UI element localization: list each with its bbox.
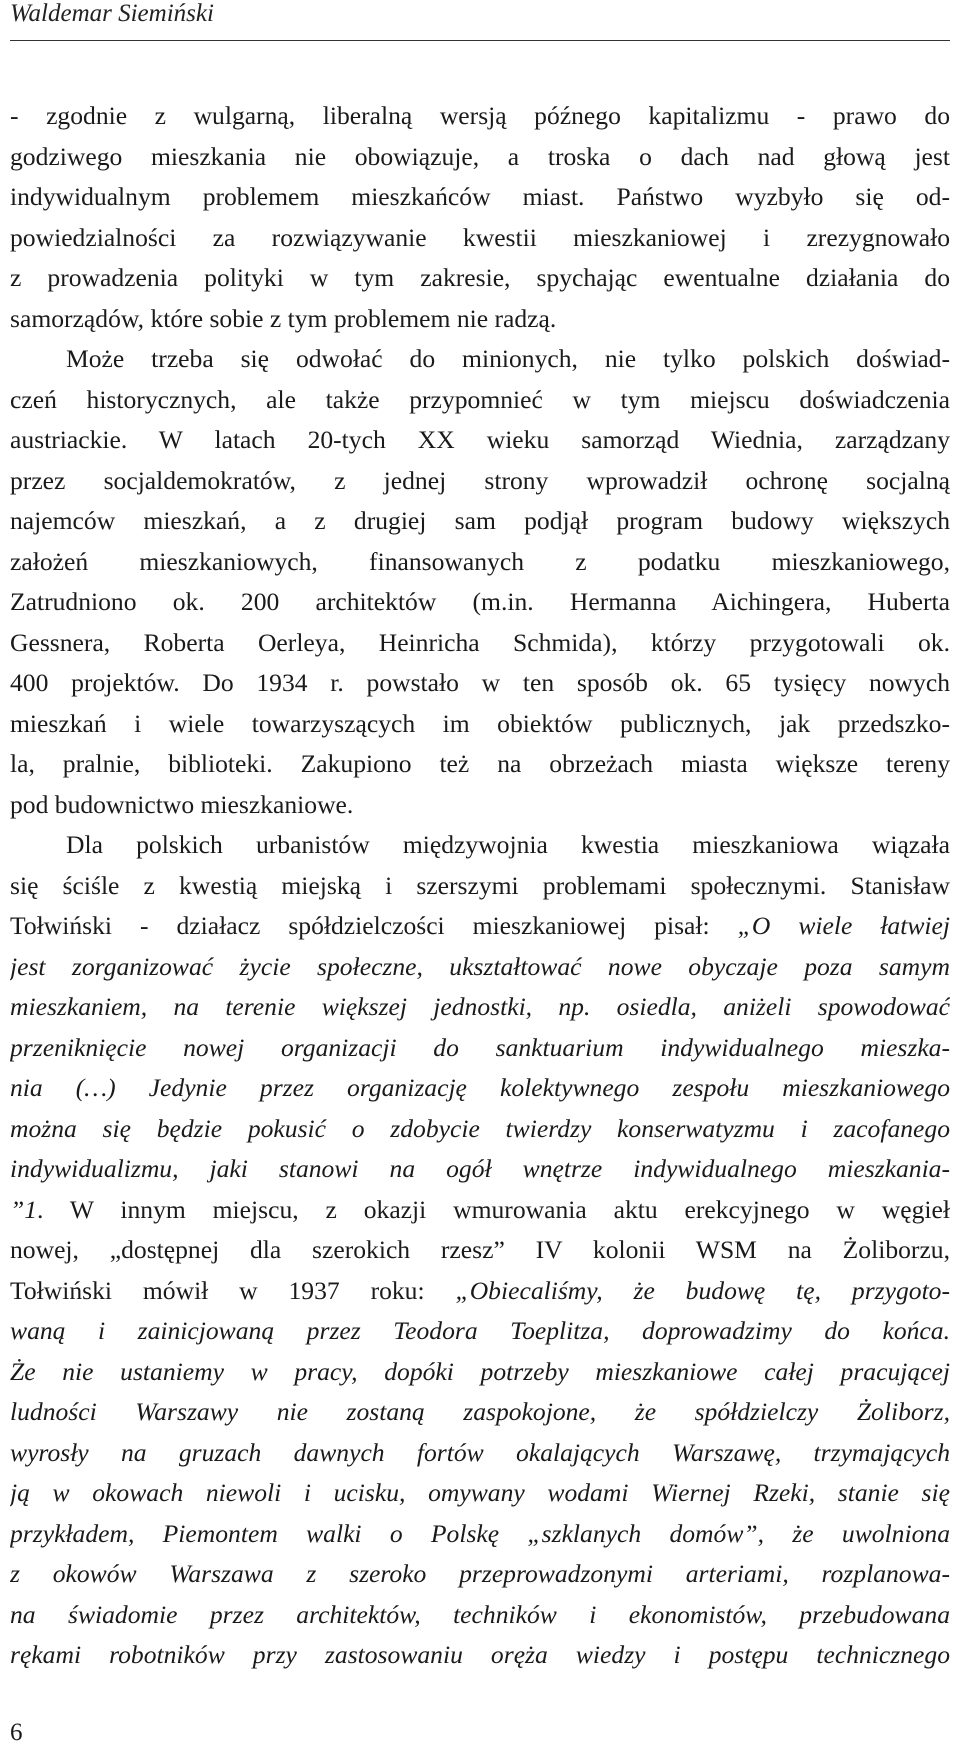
- quote-italic-text: na świadomie przez architektów, techników i ekonomistów, przebudowana: [10, 1599, 950, 1629]
- text-line: [10, 339, 950, 380]
- text-line: [10, 1190, 950, 1231]
- text-line: [10, 420, 950, 461]
- quote-italic-text: można się będzie pokusić o zdobycie twierdzy konserwatyzmu i zacofanego: [10, 1113, 950, 1143]
- quote-italic-text: ludności Warszawy nie zostaną zaspokojone, że spółdzielczy Żoliborz,: [10, 1397, 950, 1426]
- line-text: Tołwiński - działacz spółdzielczości mieszkaniowej pisał:: [10, 911, 738, 940]
- text-line: [10, 299, 950, 340]
- text-line: [10, 542, 950, 583]
- text-line: [10, 1230, 950, 1271]
- quote-italic-text: przykładem, Piemontem walki o Polskę „szklanych domów”, że uwolniona: [10, 1518, 950, 1548]
- line-text: 400 projektów. Do 1934 r. powstało w ten sposób ok. 65 tysięcy nowych: [10, 668, 950, 697]
- quote-italic-text: ją w okowach niewoli i ucisku, omywany wodami Wiernej Rzeki, stanie się: [10, 1478, 950, 1507]
- text-line: [10, 744, 950, 785]
- line-text: nowej, „dostępnej dla szerokich rzesz” IV kolonii WSM na Żoliborzu,: [10, 1235, 950, 1264]
- text-line: [10, 1473, 950, 1514]
- text-line: [10, 1271, 950, 1312]
- text-line: [10, 1635, 950, 1676]
- line-text: czeń historycznych, ale także przypomnieć w tym miejscu doświadczenia: [10, 384, 950, 414]
- line-text: Dla polskich urbanistów międzywojnia kwestia mieszkaniowa wiązała: [66, 830, 950, 859]
- quote-italic-text: mieszkaniem, na terenie większej jednostki, np. osiedla, aniżeli spowodować: [10, 992, 950, 1021]
- text-line: [10, 1028, 950, 1069]
- text-line: [10, 258, 950, 299]
- text-line: [10, 785, 950, 826]
- text-line: [10, 987, 950, 1028]
- text-line: [10, 1595, 950, 1636]
- quote-italic-text: „O wiele łatwiej: [737, 911, 950, 940]
- line-text: samorządów, które sobie z tym problemem nie radzą.: [10, 303, 557, 333]
- text-line: [10, 1554, 950, 1595]
- text-line: [10, 1433, 950, 1474]
- text-line: [10, 704, 950, 745]
- quote-italic-text: jest zorganizować życie społeczne, ukształtować nowe obyczaje poza samym: [10, 951, 950, 981]
- line-text: się ściśle z kwestią miejską i szerszymi problemami społecznymi. Stanisław: [10, 870, 950, 900]
- line-text: austriackie. W latach 20-tych XX wieku samorząd Wiednia, zarządzany: [10, 425, 950, 454]
- text-line: [10, 137, 950, 178]
- line-text: Gessnera, Roberta Oerleya, Heinricha Schmida), którzy przygotowali ok.: [10, 627, 950, 657]
- line-text: z prowadzenia polityki w tym zakresie, spychając ewentualne działania do: [10, 263, 950, 292]
- body-text: [10, 96, 950, 1676]
- quote-italic-text: Że nie ustaniemy w pracy, dopóki potrzeby mieszkaniowe całej pracującej: [10, 1356, 950, 1386]
- text-line: [10, 177, 950, 218]
- line-text: Zatrudniono ok. 200 architektów (m.in. Hermanna Aichingera, Huberta: [10, 587, 950, 616]
- text-line: [10, 1392, 950, 1433]
- line-text: Tołwiński mówił w 1937 roku:: [10, 1275, 456, 1305]
- text-line: [10, 1109, 950, 1150]
- text-line: [10, 96, 950, 137]
- text-line: [10, 501, 950, 542]
- page-number: 6: [10, 1719, 23, 1746]
- quote-italic-text: z okowów Warszawa z szeroko przeprowadzonymi arteriami, rozplanowa-: [10, 1559, 950, 1588]
- text-line: [10, 825, 950, 866]
- line-text: . W innym miejscu, z okazji wmurowania aktu erekcyjnego w węgieł: [37, 1194, 950, 1224]
- text-line: [10, 380, 950, 421]
- text-line: [10, 866, 950, 907]
- line-text: indywidualnym problemem mieszkańców miast. Państwo wyzbyło się od-: [10, 182, 950, 211]
- line-text: la, pralnie, biblioteki. Zakupiono też na obrzeżach miasta większe tereny: [10, 749, 950, 778]
- text-line: [10, 623, 950, 664]
- text-line: [10, 947, 950, 988]
- text-line: [10, 582, 950, 623]
- text-line: [10, 663, 950, 704]
- line-text: pod budownictwo mieszkaniowe.: [10, 789, 354, 819]
- quote-italic-text: „Obiecaliśmy, że budowę tę, przygoto-: [455, 1275, 950, 1305]
- text-line: [10, 1311, 950, 1352]
- line-text: mieszkań i wiele towarzyszących im obiektów publicznych, jak przedszko-: [10, 708, 950, 738]
- line-text: godziwego mieszkania nie obowiązuje, a troska o dach nad głową jest: [10, 141, 950, 171]
- text-line: [10, 461, 950, 502]
- line-text: - zgodnie z wulgarną, liberalną wersją późnego kapitalizmu - prawo do: [10, 101, 950, 130]
- quote-italic-text: waną i zainicjowaną przez Teodora Toeplitza, doprowadzimy do końca.: [10, 1316, 950, 1345]
- line-text: Może trzeba się odwołać do minionych, nie tylko polskich doświad-: [66, 344, 950, 373]
- text-line: [10, 1352, 950, 1393]
- quote-italic-text: przeniknięcie nowej organizacji do sanktuarium indywidualnego mieszka-: [10, 1032, 950, 1062]
- text-line: [10, 1514, 950, 1555]
- header-rule: [10, 40, 950, 41]
- quote-italic-text: indywidualizmu, jaki stanowi na ogół wnętrze indywidualnego mieszkania-: [10, 1154, 950, 1183]
- quote-italic-text: nia (…) Jedynie przez organizację kolektywnego zespołu mieszkaniowego: [10, 1073, 950, 1102]
- text-line: [10, 1068, 950, 1109]
- text-line: [10, 1149, 950, 1190]
- line-text: najemców mieszkań, a z drugiej sam podjął program budowy większych: [10, 506, 950, 535]
- line-text: założeń mieszkaniowych, finansowanych z podatku mieszkaniowego,: [10, 546, 950, 576]
- line-text: powiedzialności za rozwiązywanie kwestii mieszkaniowej i zrezygnowało: [10, 222, 950, 252]
- quote-italic-text: wyrosły na gruzach dawnych fortów okalających Warszawę, trzymających: [10, 1437, 950, 1467]
- quote-italic-text: ”1: [10, 1194, 38, 1224]
- text-line: [10, 906, 950, 947]
- quote-italic-text: rękami robotników przy zastosowaniu oręża wiedzy i postępu technicznego: [10, 1640, 950, 1669]
- text-line: [10, 218, 950, 259]
- running-header-author: Waldemar Siemiński: [10, 0, 214, 27]
- line-text: przez socjaldemokratów, z jednej strony wprowadził ochronę socjalną: [10, 465, 950, 495]
